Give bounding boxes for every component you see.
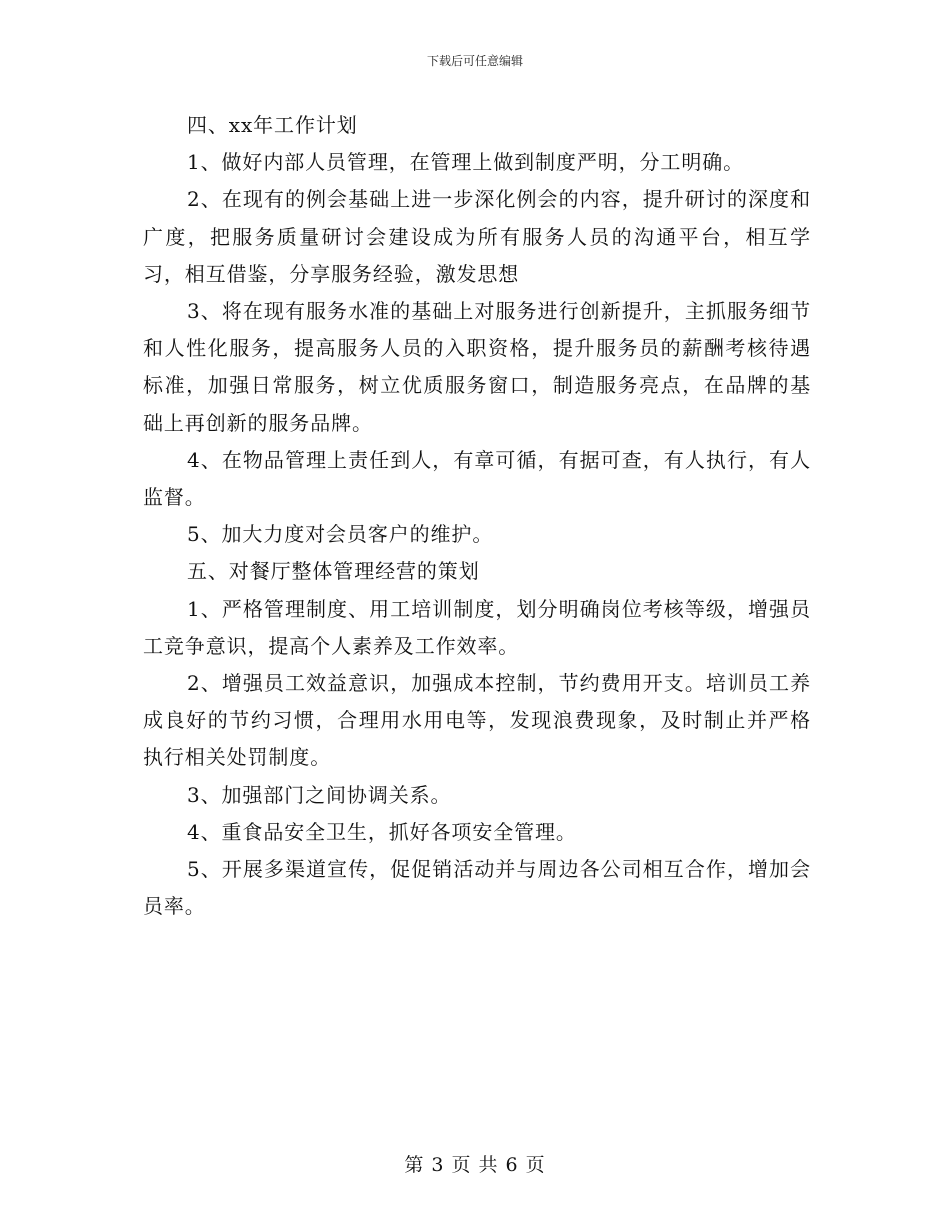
list-item: 4、重食品安全卫生，抓好各项安全管理。 <box>187 819 577 844</box>
list-item: 1、做好内部人员管理，在管理上做到制度严明，分工明确。 <box>187 150 745 175</box>
list-item: 5、加大力度对会员客户的维护。 <box>187 522 494 547</box>
page-number: 第 3 页 共 6 页 <box>404 1154 546 1176</box>
list-item: 1、严格管理制度、用工培训制度，划分明确岗位考核等级，增强员工竞争意识，提高个人素养及工作效率。 <box>143 596 811 658</box>
section-restaurant-management <box>143 553 811 925</box>
list-item: 3、将在现有服务水准的基础上对服务进行创新提升，主抓服务细节和人性化服务，提高服务人员的入职资格，提升服务员的薪酬考核待遇标准，加强日常服务，树立优质服务窗口，制造服务亮点，在品牌的基础上再创新的服务品牌。 <box>143 299 811 435</box>
section-work-plan <box>143 107 811 553</box>
page-header-note: 下载后可任意编辑 <box>426 54 523 68</box>
list-item: 4、在物品管理上责任到人，有章可循，有据可查，有人执行，有人监督。 <box>143 447 811 510</box>
list-item: 3、加强部门之间协调关系。 <box>187 782 452 807</box>
section-heading: 五、对餐厅整体管理经营的策划 <box>187 559 480 584</box>
section-heading: 四、xx年工作计划 <box>187 113 358 137</box>
list-item: 2、在现有的例会基础上进一步深化例会的内容，提升研讨的深度和广度，把服务质量研讨会建设成为所有服务人员的沟通平台，相互学习，相互借鉴，分享服务经验，激发思想 <box>143 187 811 286</box>
list-item: 2、增强员工效益意识，加强成本控制，节约费用开支。培训员工养成良好的节约习惯，合理用水用电等，发现浪费现象，及时制止并严格执行相关处罚制度。 <box>143 671 811 770</box>
document-body <box>143 107 811 925</box>
list-item: 5、开展多渠道宣传，促促销活动并与周边各公司相互合作，增加会员率。 <box>143 857 811 919</box>
